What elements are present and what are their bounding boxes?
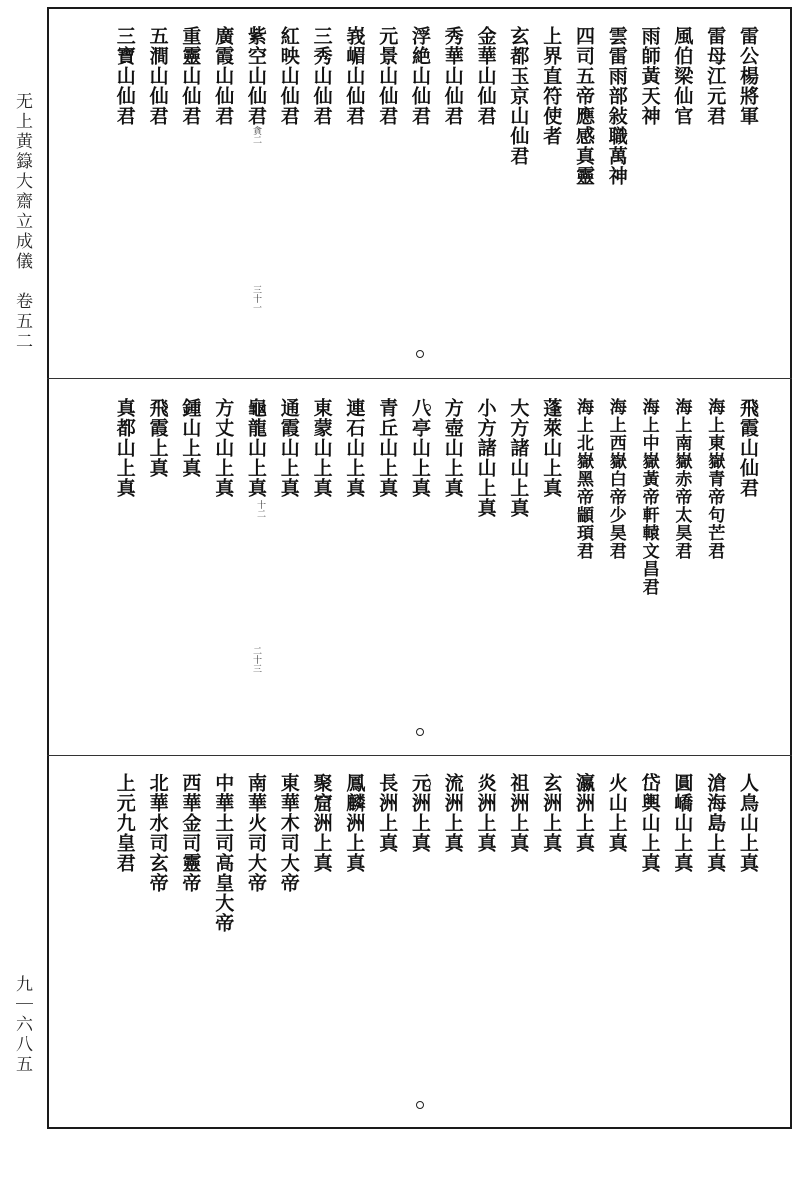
panel1-column: 金華山仙君 (474, 26, 497, 126)
panel-3-circle-mark (416, 1101, 424, 1109)
panel2-column: 大方諸山上真 (507, 398, 530, 518)
panel2-column: 海上南嶽赤帝太昊君 (671, 398, 692, 560)
panel1-column: 秀華山仙君 (441, 26, 464, 126)
panel2-column: 龜龍山上真 (245, 398, 267, 498)
panel3-column: 聚窟洲上真 (310, 773, 333, 873)
panel1-column: 重靈山仙君 (179, 26, 202, 126)
panel2-column: 東蒙山上真 (310, 398, 333, 498)
panel3-column: 鳳麟洲上真 (343, 773, 366, 873)
panel2-column: 方丈山上真 (212, 398, 235, 498)
panel-divider-2 (47, 755, 792, 756)
panel1-column: 雷母江元君 (704, 26, 727, 126)
panel3-column: 瀛洲上真 (573, 773, 595, 853)
panel3-column: 東華木司大帝 (277, 773, 300, 893)
panel1-column: 四司五帝應感真靈 (573, 26, 595, 186)
panel2-column: 飛霞山仙君 (737, 398, 759, 498)
page-frame (47, 7, 792, 1129)
panel-divider-1 (47, 378, 792, 379)
panel2-column: 小方諸山上真 (474, 398, 497, 518)
panel2-column: 海上北嶽黑帝顓頊君 (573, 398, 593, 560)
panel3-column: 圓嶠山上真 (671, 773, 694, 873)
panel2-column: 海上西嶽白帝少昊君 (605, 398, 626, 560)
panel2-column: 青丘山上真 (376, 398, 399, 498)
panel1-column: 元景山仙君 (376, 26, 399, 126)
panel3-column: 玄洲上真 (540, 773, 563, 853)
panel-2-mark-b: 二十三 (251, 646, 261, 673)
panel-3-small-circle (424, 780, 431, 787)
panel1-column: 雲雷雨部敍職萬神 (605, 26, 628, 186)
panel-2-mark-a: 十二 (255, 500, 265, 518)
panel1-column: 雷公楊將軍 (737, 26, 759, 126)
panel1-column: 風伯梁仙官 (671, 26, 694, 126)
panel3-column: 中華土司高皇大帝 (212, 773, 235, 933)
panel1-column: 上界直符使者 (540, 26, 563, 146)
page-number-margin: 九｜六八五 (12, 975, 32, 1075)
panel1-column: 雨師黃天神 (638, 26, 661, 126)
panel-2-circle-mark (416, 728, 424, 736)
panel-2-small-circle (424, 404, 431, 411)
book-title-margin: 无上黄籙大齋立成儀 卷五二 (12, 92, 32, 352)
panel3-column: 祖洲上真 (507, 773, 530, 853)
panel1-column: 浮絶山仙君 (409, 26, 431, 126)
panel3-column: 岱輿山上真 (638, 773, 661, 873)
panel2-column: 連石山上真 (343, 398, 366, 498)
panel-1-small-circle (420, 30, 427, 37)
panel2-column: 通霞山上真 (277, 398, 300, 498)
panel2-column: 蓬萊山上真 (540, 398, 563, 498)
panel3-column: 滄海島上真 (704, 773, 727, 873)
panel3-column: 北華水司玄帝 (146, 773, 169, 893)
panel1-column: 三秀山仙君 (310, 26, 333, 126)
panel3-column: 南華火司大帝 (245, 773, 267, 893)
panel2-column: 八亭山上真 (409, 398, 431, 498)
panel3-column: 人鳥山上真 (737, 773, 759, 873)
panel2-column: 鍾山上真 (179, 398, 202, 478)
panel1-column: 三寶山仙君 (113, 26, 136, 126)
panel1-column: 紅映山仙君 (277, 26, 300, 126)
panel-1-mark-a: 貪二 (251, 126, 261, 144)
panel2-column: 海上東嶽青帝句芒君 (704, 398, 725, 560)
panel1-column: 廣霞山仙君 (212, 26, 235, 126)
panel2-column: 飛霞上真 (146, 398, 169, 478)
panel3-column: 流洲上真 (441, 773, 464, 853)
panel3-column: 元洲上真 (409, 773, 431, 853)
panel3-column: 火山上真 (605, 773, 628, 853)
panel-1-mark-b: 三十一 (251, 285, 261, 312)
panel2-column: 海上中嶽黃帝軒轅文昌君 (638, 398, 659, 596)
panel3-column: 西華金司靈帝 (179, 773, 202, 893)
panel2-column: 真都山上真 (113, 398, 136, 498)
panel1-column: 玄都玉京山仙君 (507, 26, 530, 166)
panel3-column: 上元九皇君 (113, 773, 136, 873)
panel3-column: 炎洲上真 (474, 773, 497, 853)
panel-1-circle-mark (416, 350, 424, 358)
panel1-column: 紫空山仙君 (245, 26, 267, 126)
panel1-column: 峩嵋山仙君 (343, 26, 366, 126)
panel3-column: 長洲上真 (376, 773, 399, 853)
panel2-column: 方壺山上真 (441, 398, 464, 498)
panel1-column: 五澗山仙君 (146, 26, 169, 126)
